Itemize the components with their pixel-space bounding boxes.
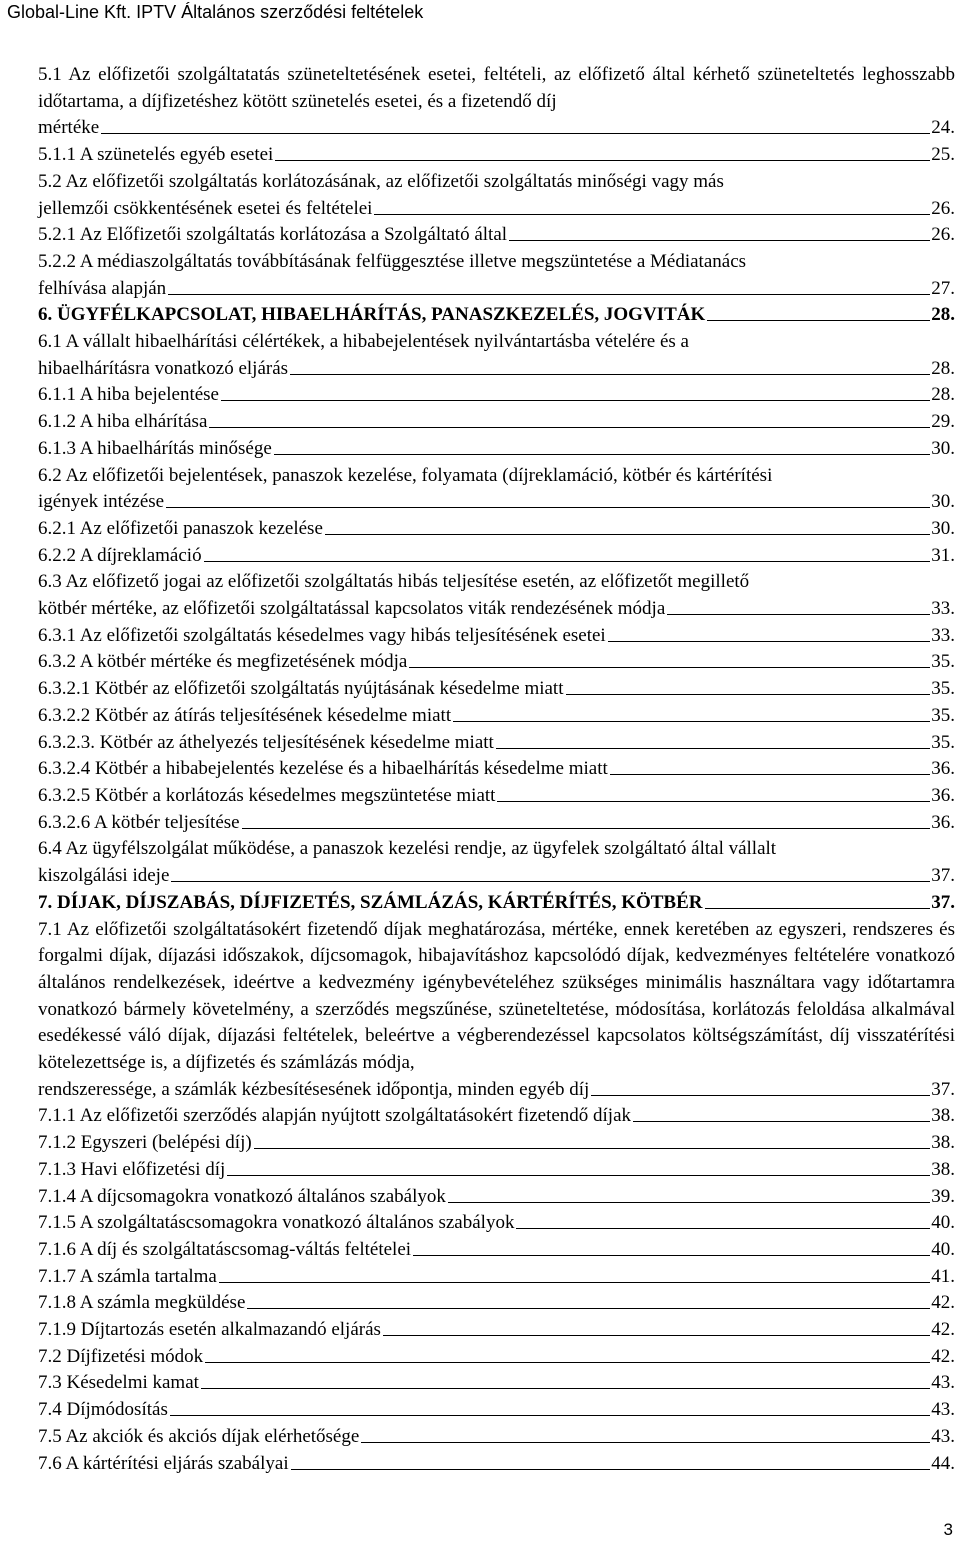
toc-entry[interactable]: [38, 1210, 955, 1237]
toc-entry[interactable]: [38, 703, 955, 730]
toc-entry[interactable]: [38, 142, 955, 169]
toc-page-number: 25.: [931, 144, 955, 166]
toc-page-number: 24.: [931, 117, 955, 139]
toc-entry[interactable]: [38, 302, 955, 329]
toc-entry-line: [38, 543, 955, 570]
toc-entry-title: 7.2 Díjfizetési módok: [38, 1345, 204, 1367]
toc-entry[interactable]: [38, 836, 955, 889]
toc-page-number: 42.: [931, 1292, 955, 1314]
toc-entry-line: [38, 810, 955, 837]
toc-leader-line: [209, 427, 930, 428]
toc-entry[interactable]: [38, 62, 955, 142]
toc-entry-line: [38, 649, 955, 676]
toc-entry-line: [38, 1157, 955, 1184]
toc-entry-title: rendszeressége, a számlák kézbesítésesének időpontja, minden egyéb díj: [38, 1078, 590, 1100]
toc-entry-line: [38, 1344, 955, 1371]
toc-leader-line: [168, 294, 930, 295]
toc-page-number: 38.: [931, 1132, 955, 1154]
toc-entry[interactable]: [38, 1397, 955, 1424]
toc-leader-line: [247, 1308, 930, 1309]
toc-entry-title: 6.1.3 A hibaelhárítás minősége: [38, 437, 272, 459]
toc-leader-line: [205, 1362, 930, 1363]
toc-page-number: 39.: [931, 1185, 955, 1207]
toc-page-number: 35.: [931, 704, 955, 726]
toc-page-number: 28.: [931, 304, 955, 326]
toc-entry-title: 7.1.9 Díjtartozás esetén alkalmazandó eljárás: [38, 1319, 381, 1341]
toc-leader-line: [361, 1442, 930, 1443]
toc-leader-line: [516, 1228, 930, 1229]
toc-entry-title: 7.1.1 Az előfizetői szerződés alapján nyújtott szolgáltatásokért fizetendő díjak: [38, 1105, 632, 1127]
toc-entry-title: 6.1.1 A hiba bejelentése: [38, 384, 219, 406]
toc-page-number: 37.: [931, 1078, 955, 1100]
toc-leader-line: [290, 374, 930, 375]
toc-entry[interactable]: [38, 917, 955, 1104]
toc-entry[interactable]: [38, 890, 955, 917]
toc-entry-text: 6.3 Az előfizető jogai az előfizetői szolgáltatás hibás teljesítése esetén, az előfizetőt megillető: [38, 571, 750, 593]
toc-entry-line: [38, 676, 955, 703]
toc-leader-line: [496, 748, 930, 749]
toc-entry-title: kötbér mértéke, az előfizetői szolgáltatással kapcsolatos viták rendezésének módja: [38, 598, 666, 620]
toc-entry-line: [38, 703, 955, 730]
toc-page-number: 35.: [931, 731, 955, 753]
toc-entry-line: [38, 1451, 955, 1478]
toc-entry[interactable]: [38, 1424, 955, 1451]
toc-entry-line: [38, 1237, 955, 1264]
toc-entry-title: 7.1.4 A díjcsomagokra vonatkozó általános szabályok: [38, 1185, 446, 1207]
toc-leader-line: [667, 614, 930, 615]
toc-leader-line: [383, 1335, 930, 1336]
toc-page-number: 36.: [931, 811, 955, 833]
toc-entry-line: [38, 730, 955, 757]
toc-entry[interactable]: [38, 329, 955, 382]
toc-entry-title: 7.3 Késedelmi kamat: [38, 1372, 199, 1394]
toc-entry-title: 7. DÍJAK, DÍJSZABÁS, DÍJFIZETÉS, SZÁMLÁZÁS, KÁRTÉRÍTÉS, KÖTBÉR: [38, 891, 703, 913]
toc-leader-line: [325, 534, 930, 535]
toc-entry-line: [38, 1264, 955, 1291]
toc-entry-title: 7.4 Díjmódosítás: [38, 1399, 168, 1421]
toc-entry-line: [38, 863, 955, 890]
toc-entry-line: [38, 783, 955, 810]
toc-entry-title: 6.3.2 A kötbér mértéke és megfizetésének módja: [38, 651, 408, 673]
toc-entry-title: igények intézése: [38, 491, 165, 513]
toc-entry-line: [38, 1184, 955, 1211]
toc-entry-line: [38, 142, 955, 169]
toc-page-number: 41.: [931, 1265, 955, 1287]
toc-leader-line: [608, 641, 931, 642]
toc-page-number: 30.: [931, 517, 955, 539]
toc-leader-line: [705, 908, 931, 909]
toc-entry[interactable]: [38, 1290, 955, 1317]
toc-entry[interactable]: [38, 1157, 955, 1184]
toc-entry-title: 7.5 Az akciók és akciós díjak elérhetősége: [38, 1425, 360, 1447]
toc-entry-line: [38, 1317, 955, 1344]
toc-entry-line: [38, 623, 955, 650]
toc-page-number: 38.: [931, 1105, 955, 1127]
toc-page-number: 26.: [931, 224, 955, 246]
toc-page-number: 43.: [931, 1399, 955, 1421]
toc-entry-title: 6.1.2 A hiba elhárítása: [38, 411, 208, 433]
toc-leader-line: [610, 774, 930, 775]
toc-entry-title: 6.3.2.2 Kötbér az átírás teljesítésének késedelme miatt: [38, 704, 452, 726]
toc-entry-text: 6.2 Az előfizetői bejelentések, panaszok kezelése, folyamata (díjreklamáció, kötbér és kártérítési: [38, 464, 773, 486]
toc-page-number: 30.: [931, 437, 955, 459]
toc-page-number: 38.: [931, 1158, 955, 1180]
toc-entry-line: [38, 1370, 955, 1397]
toc-entry-line: [38, 1077, 955, 1104]
toc-page-number: 35.: [931, 678, 955, 700]
toc-entry[interactable]: [38, 623, 955, 650]
toc-entry-line: [38, 196, 955, 223]
toc-entry-title: mértéke: [38, 117, 100, 139]
toc-leader-line: [275, 160, 930, 161]
toc-entry[interactable]: [38, 249, 955, 302]
toc-entry[interactable]: [38, 1317, 955, 1344]
toc-entry[interactable]: [38, 730, 955, 757]
toc-entry-line: [38, 516, 955, 543]
toc-leader-line: [497, 801, 930, 802]
toc-entry-title: hibaelhárításra vonatkozó eljárás: [38, 357, 289, 379]
toc-leader-line: [254, 1148, 931, 1149]
toc-leader-line: [219, 1282, 930, 1283]
toc-entry[interactable]: [38, 810, 955, 837]
toc-entry[interactable]: [38, 543, 955, 570]
toc-page-number: 37.: [931, 891, 955, 913]
toc-entry-line: [38, 115, 955, 142]
toc-leader-line: [413, 1255, 930, 1256]
toc-entry-line: [38, 1103, 955, 1130]
toc-leader-line: [453, 721, 930, 722]
document-header: Global-Line Kft. IPTV Általános szerződési feltételek: [7, 2, 424, 22]
toc-entry[interactable]: [38, 409, 955, 436]
toc-page-number: 42.: [931, 1319, 955, 1341]
toc-entry-line: [38, 1210, 955, 1237]
toc-entry[interactable]: [38, 649, 955, 676]
toc-entry[interactable]: [38, 463, 955, 516]
toc-leader-line: [633, 1121, 930, 1122]
table-of-contents: [38, 62, 955, 1477]
toc-entry[interactable]: [38, 1103, 955, 1130]
toc-entry[interactable]: [38, 222, 955, 249]
toc-page-number: 44.: [931, 1452, 955, 1474]
toc-entry-text: 6.4 Az ügyfélszolgálat működése, a panaszok kezelési rendje, az ügyfelek szolgáltató által vállalt: [38, 838, 777, 860]
toc-entry-title: 6.3.2.5 Kötbér a korlátozás késedelmes megszüntetése miatt: [38, 784, 496, 806]
toc-entry-title: 7.1.2 Egyszeri (belépési díj): [38, 1132, 252, 1154]
toc-entry-title: 7.6 A kártérítési eljárás szabályai: [38, 1452, 289, 1474]
toc-page-number: 28.: [931, 357, 955, 379]
toc-page-number: 43.: [931, 1425, 955, 1447]
toc-entry-text: 5.1 Az előfizetői szolgáltatatás szüneteltetésének esetei, feltételi, az előfizető által kérhető szüneteltetés leghosszabb időtartama, a díjfizetéshez kötött szünetelés esetei, és a fizetendő díj: [38, 64, 955, 112]
toc-entry-line: [38, 1290, 955, 1317]
toc-leader-line: [171, 881, 930, 882]
toc-entry-line: [38, 1424, 955, 1451]
toc-entry[interactable]: [38, 1344, 955, 1371]
toc-entry[interactable]: [38, 1184, 955, 1211]
toc-page-number: 36.: [931, 784, 955, 806]
toc-leader-line: [707, 320, 930, 321]
toc-page-number: 35.: [931, 651, 955, 673]
toc-page-number: 28.: [931, 384, 955, 406]
toc-entry-line: [38, 489, 955, 516]
toc-entry[interactable]: [38, 569, 955, 622]
toc-leader-line: [591, 1095, 930, 1096]
toc-entry-title: jellemzői csökkentésének esetei és feltételei: [38, 197, 373, 219]
toc-entry-text: 6.1 A vállalt hibaelhárítási célértékek, a hibabejelentések nyilvántartásba vételére és a: [38, 331, 689, 353]
toc-leader-line: [291, 1469, 931, 1470]
toc-entry-line: [38, 890, 955, 917]
toc-entry[interactable]: [38, 1130, 955, 1157]
toc-entry-title: 6.3.2.3. Kötbér az áthelyezés teljesítésének késedelme miatt: [38, 731, 494, 753]
toc-page-number: 43.: [931, 1372, 955, 1394]
toc-entry-title: 6.3.2.1 Kötbér az előfizetői szolgáltatás nyújtásának késedelme miatt: [38, 678, 564, 700]
toc-leader-line: [170, 1415, 930, 1416]
toc-page-number: 36.: [931, 758, 955, 780]
toc-entry-title: 6.3.2.4 Kötbér a hibabejelentés kezelése és a hibaelhárítás késedelme miatt: [38, 758, 608, 780]
page-number: 3: [943, 1520, 953, 1539]
toc-entry-title: 6.2.2 A díjreklamáció: [38, 544, 202, 566]
toc-entry[interactable]: [38, 169, 955, 222]
toc-entry[interactable]: [38, 436, 955, 463]
toc-entry-line: [38, 302, 955, 329]
toc-leader-line: [201, 1388, 930, 1389]
toc-entry-text: 5.2.2 A médiaszolgáltatás továbbításának felfüggesztése illetve megszüntetése a Médiatanács: [38, 250, 747, 272]
toc-entry[interactable]: [38, 1264, 955, 1291]
toc-page-number: 26.: [931, 197, 955, 219]
toc-entry-line: [38, 756, 955, 783]
toc-entry-line: [38, 382, 955, 409]
toc-entry[interactable]: [38, 382, 955, 409]
toc-entry-line: [38, 356, 955, 383]
toc-entry[interactable]: [38, 783, 955, 810]
toc-page-number: 31.: [931, 544, 955, 566]
toc-entry[interactable]: [38, 1451, 955, 1478]
toc-page-number: 33.: [931, 598, 955, 620]
toc-entry-title: 5.2.1 Az Előfizetői szolgáltatás korlátozása a Szolgáltató által: [38, 224, 508, 246]
toc-entry[interactable]: [38, 516, 955, 543]
toc-leader-line: [509, 240, 930, 241]
toc-entry-title: 5.1.1 A szünetelés egyéb esetei: [38, 144, 274, 166]
toc-entry-title: kiszolgálási ideje: [38, 865, 170, 887]
toc-leader-line: [166, 507, 930, 508]
toc-leader-line: [374, 214, 930, 215]
toc-leader-line: [274, 454, 930, 455]
toc-page-number: 40.: [931, 1212, 955, 1234]
toc-entry-line: [38, 436, 955, 463]
toc-entry-title: 6. ÜGYFÉLKAPCSOLAT, HIBAELHÁRÍTÁS, PANASZKEZELÉS, JOGVITÁK: [38, 304, 706, 326]
toc-page-number: 33.: [931, 624, 955, 646]
toc-entry-text: 7.1 Az előfizetői szolgáltatásokért fizetendő díjak meghatározása, mértéke, ennek keretében az egyszeri, rendszeres és forgalmi díjak, díjazási időszakok, díjcsomagok, hibajavításhoz kapcsolódó díjak, kedvezményes feltételére vonatkozó általános rendelkezések, ideértve a kedvezmény igénybevételéhez szükséges minimális használtara vagy időtartamra vonatkozó bármely követelmény, a szerződés megszűnése, szüneteltetése, módosítása, korlátozás feloldása alkalmával esedékessé váló díjak, díjazási feltételek, beleértve a végberendezéssel kapcsolatos költségszámítást, díj visszatérítési kötelezettsége is, a díjfizetés és számlázás módja,: [38, 918, 955, 1074]
toc-entry[interactable]: [38, 1370, 955, 1397]
toc-leader-line: [409, 667, 930, 668]
toc-page-number: 29.: [931, 411, 955, 433]
toc-entry-line: [38, 222, 955, 249]
toc-entry-line: [38, 1397, 955, 1424]
toc-entry-line: [38, 276, 955, 303]
toc-entry[interactable]: [38, 1237, 955, 1264]
toc-page-number: 42.: [931, 1345, 955, 1367]
toc-leader-line: [204, 561, 931, 562]
toc-page-number: 40.: [931, 1238, 955, 1260]
toc-entry-title: 7.1.3 Havi előfizetési díj: [38, 1158, 226, 1180]
toc-entry[interactable]: [38, 756, 955, 783]
toc-leader-line: [101, 133, 930, 134]
toc-entry-title: 7.1.5 A szolgáltatáscsomagokra vonatkozó általános szabályok: [38, 1212, 515, 1234]
toc-leader-line: [566, 694, 931, 695]
toc-entry-title: 6.2.1 Az előfizetői panaszok kezelése: [38, 517, 323, 539]
toc-entry-title: 6.3.1 Az előfizetői szolgáltatás késedelmes vagy hibás teljesítésének esetei: [38, 624, 606, 646]
toc-entry-title: felhívása alapján: [38, 277, 167, 299]
toc-entry-line: [38, 409, 955, 436]
toc-entry-title: 7.1.8 A számla megküldése: [38, 1292, 246, 1314]
toc-page-number: 27.: [931, 277, 955, 299]
toc-leader-line: [221, 400, 930, 401]
toc-page-number: 30.: [931, 491, 955, 513]
toc-entry-text: 5.2 Az előfizetői szolgáltatás korlátozásának, az előfizetői szolgáltatás minőségi vagy más: [38, 170, 724, 192]
toc-entry-title: 6.3.2.6 A kötbér teljesítése: [38, 811, 240, 833]
toc-entry[interactable]: [38, 676, 955, 703]
toc-entry-title: 7.1.6 A díj és szolgáltatáscsomag-váltás feltételei: [38, 1238, 412, 1260]
toc-leader-line: [242, 828, 931, 829]
toc-entry-line: [38, 1130, 955, 1157]
toc-page-number: 37.: [931, 865, 955, 887]
toc-entry-title: 7.1.7 A számla tartalma: [38, 1265, 217, 1287]
toc-leader-line: [227, 1175, 930, 1176]
toc-entry-line: [38, 596, 955, 623]
toc-leader-line: [448, 1202, 930, 1203]
